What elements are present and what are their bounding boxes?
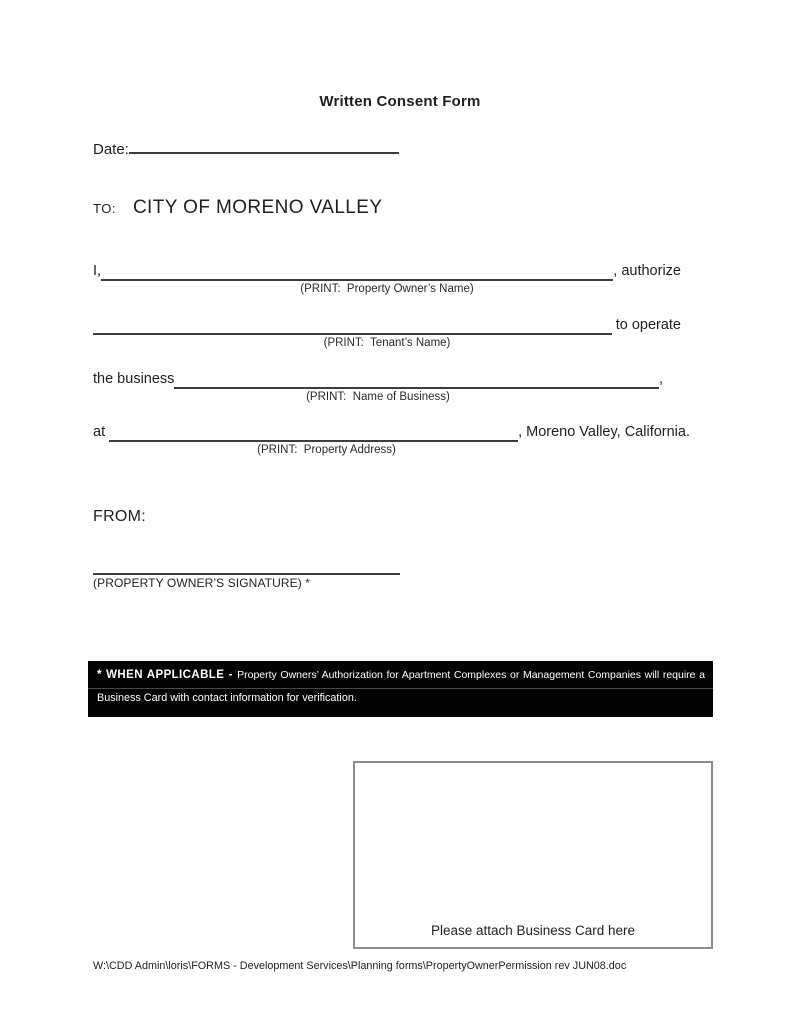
line3-suffix: , bbox=[658, 371, 663, 387]
print-property-address-caption: (PRINT: Property Address) bbox=[257, 444, 396, 456]
notice-divider bbox=[88, 688, 713, 689]
business-card-attachment-label: Please attach Business Card here bbox=[430, 923, 636, 938]
notice-line1-text: Property Owners’ Authorization for Apartment Complexes or Management Companies will require a bbox=[237, 669, 705, 681]
notice-line2: Business Card with contact information for verification. bbox=[97, 692, 357, 704]
recipient-name: CITY OF MORENO VALLEY bbox=[132, 197, 383, 218]
page-title: Written Consent Form bbox=[319, 93, 481, 110]
print-property-owner-name-caption: (PRINT: Property Owner’s Name) bbox=[300, 283, 474, 295]
line4-prefix: at bbox=[93, 424, 110, 440]
consent-line-address bbox=[93, 423, 690, 457]
from-label: FROM: bbox=[93, 508, 147, 525]
date-blank[interactable] bbox=[129, 138, 399, 154]
date-label: Date: bbox=[93, 141, 129, 158]
signature-blank[interactable] bbox=[93, 556, 400, 575]
tenant-name-blank[interactable] bbox=[93, 318, 612, 335]
to-label: TO: bbox=[93, 201, 116, 216]
business-card-attachment-box[interactable] bbox=[353, 761, 713, 949]
line4-suffix: , Moreno Valley, California. bbox=[518, 424, 690, 440]
document-file-path: W:\CDD Admin\loris\FORMS - Development Services\Planning forms\PropertyOwnerPermission rev JUN08.doc bbox=[93, 960, 627, 972]
property-address-blank[interactable] bbox=[109, 425, 518, 442]
line1-suffix: , authorize bbox=[613, 263, 681, 279]
consent-line-tenant bbox=[93, 316, 681, 350]
line1-prefix: I, bbox=[93, 263, 102, 279]
notice-line1 bbox=[97, 668, 705, 682]
consent-line-business bbox=[93, 370, 663, 404]
when-applicable-notice bbox=[88, 661, 713, 717]
print-name-of-business-caption: (PRINT: Name of Business) bbox=[306, 391, 450, 403]
notice-bold-label: * WHEN APPLICABLE - bbox=[97, 669, 238, 681]
property-owner-name-blank[interactable] bbox=[101, 264, 613, 281]
to-row bbox=[93, 197, 382, 219]
signature-block bbox=[93, 556, 400, 590]
consent-line-owner bbox=[93, 262, 681, 296]
print-tenant-name-caption: (PRINT: Tenant’s Name) bbox=[323, 337, 451, 349]
business-name-blank[interactable] bbox=[174, 372, 659, 389]
line2-suffix: to operate bbox=[611, 317, 681, 333]
line3-prefix: the business bbox=[93, 371, 175, 387]
date-row bbox=[93, 138, 399, 158]
signature-caption: (PROPERTY OWNER’S SIGNATURE) * bbox=[93, 576, 311, 590]
